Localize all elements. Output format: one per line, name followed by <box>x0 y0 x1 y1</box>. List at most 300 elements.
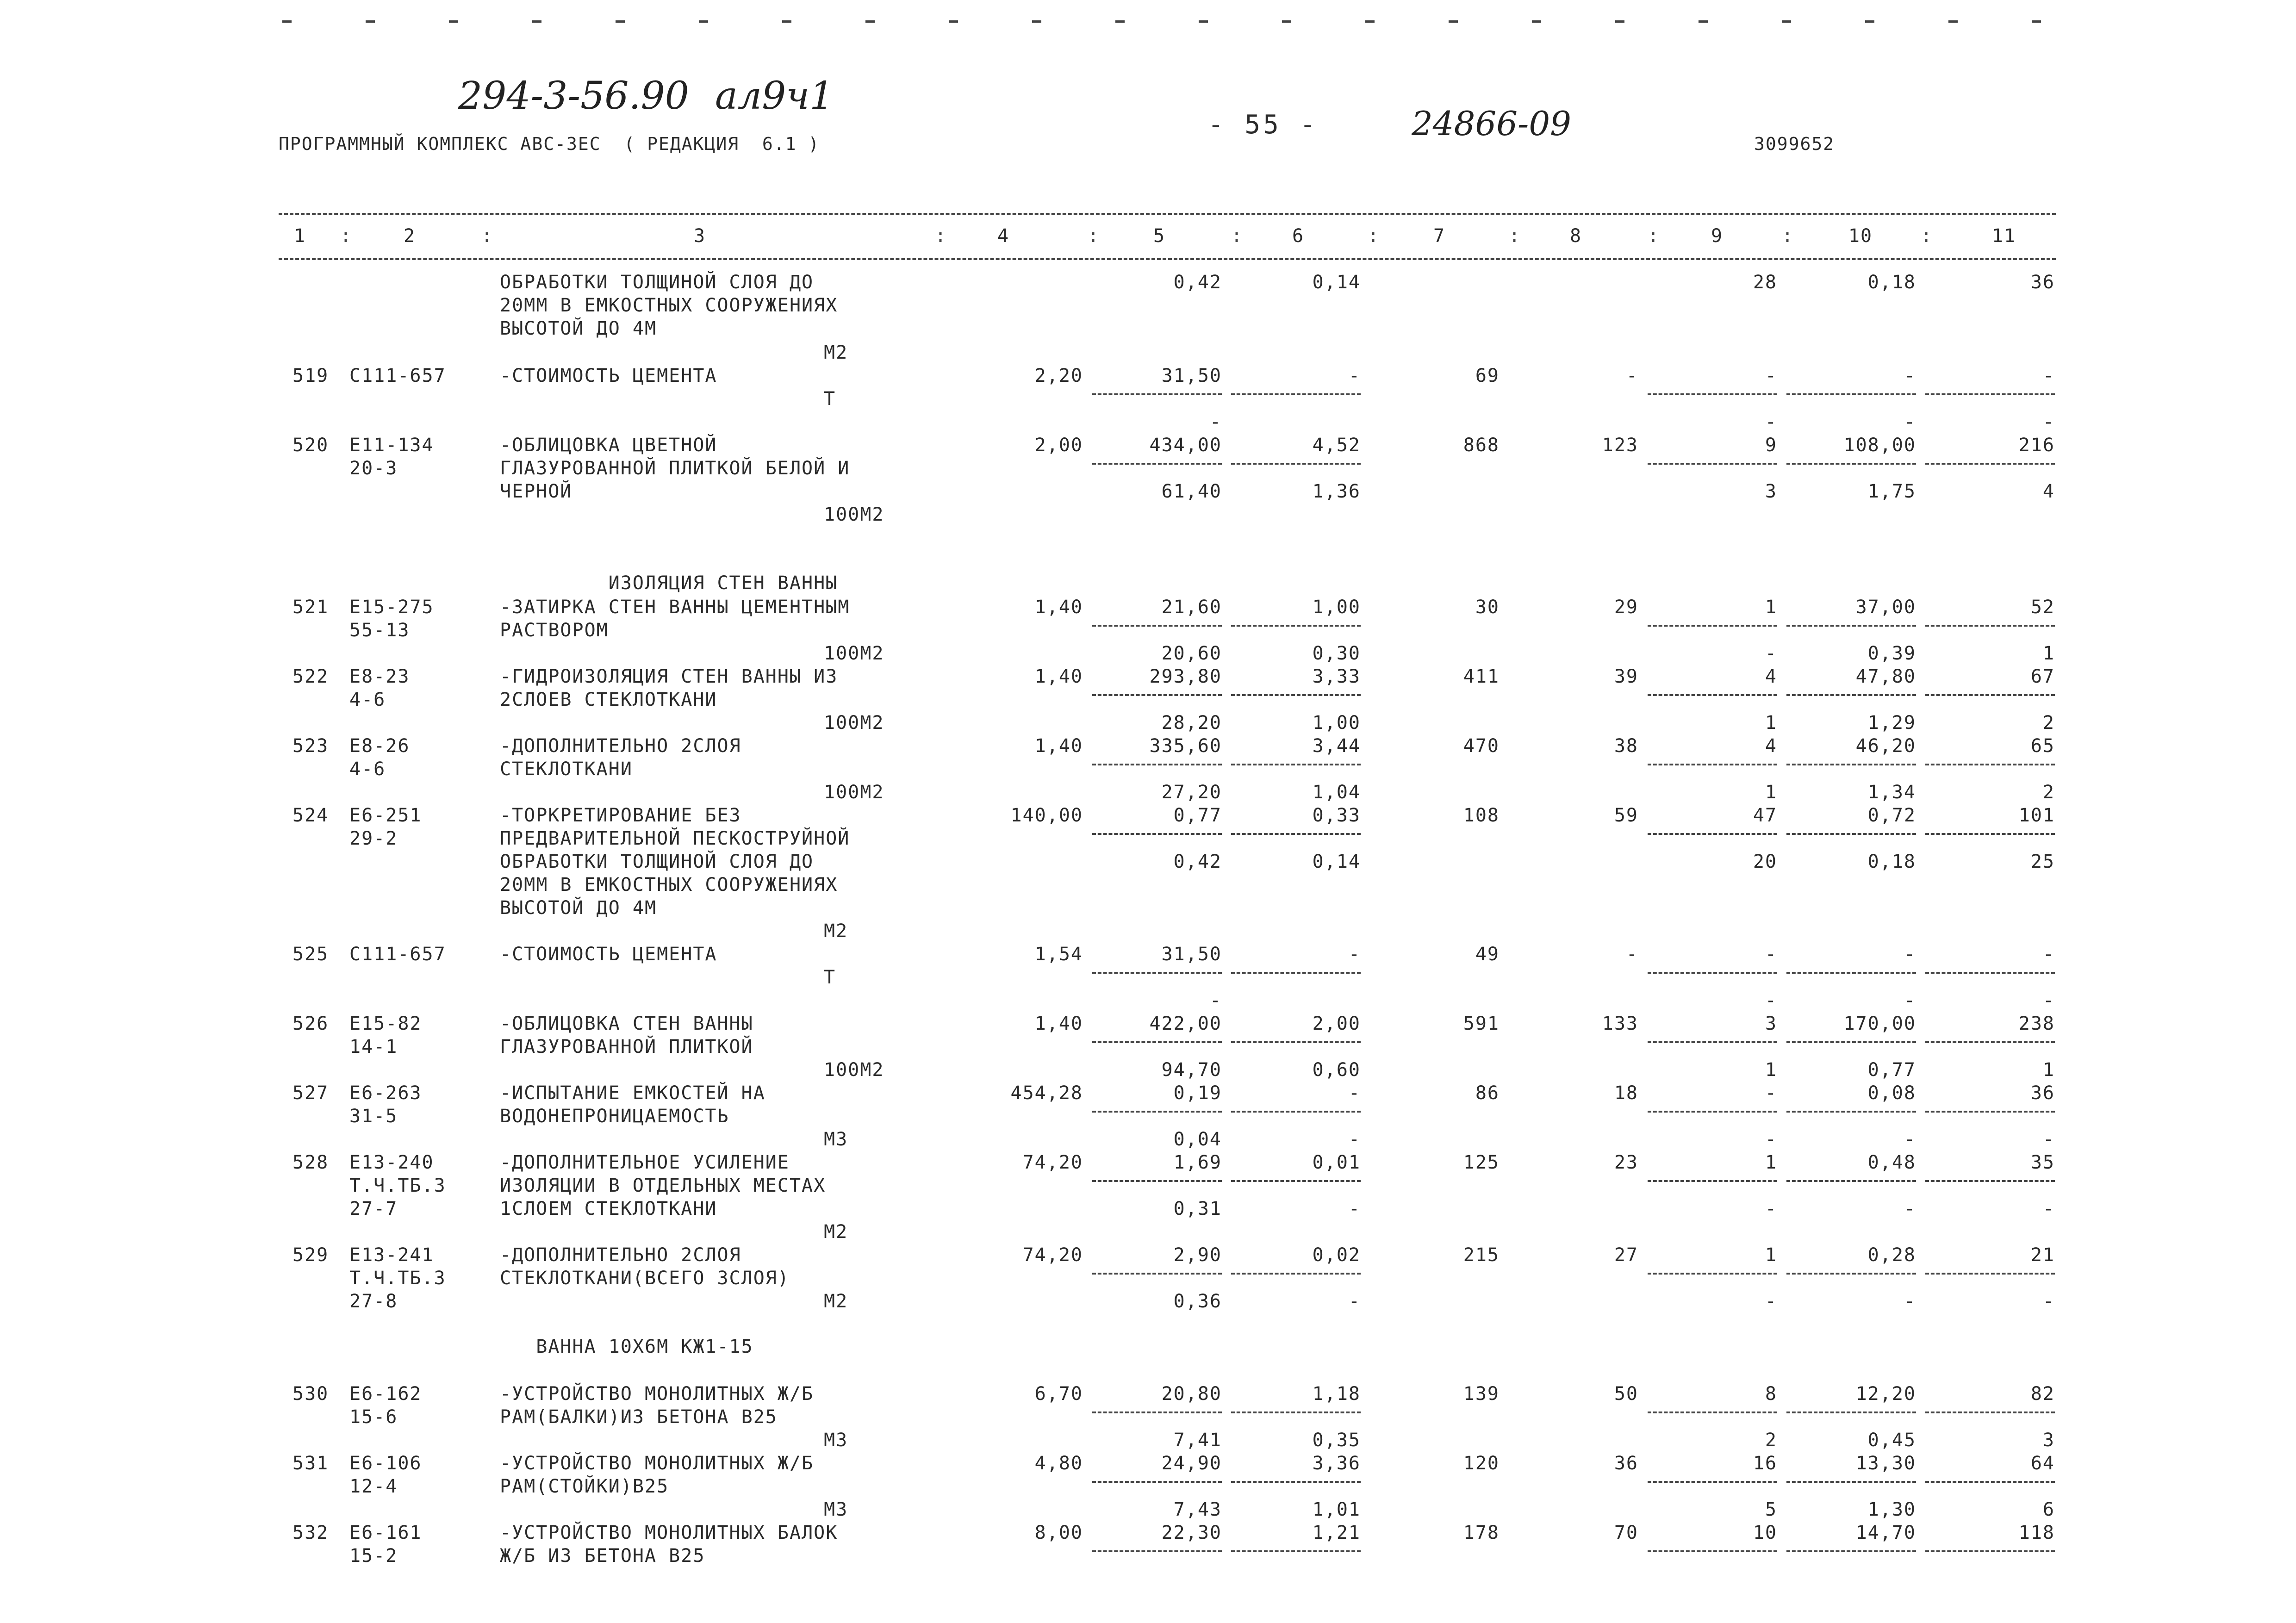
subtotal-divider <box>1092 833 1222 835</box>
cell-col-6: 0,33 <box>1312 805 1361 826</box>
subtotal-divider <box>1925 1550 2055 1552</box>
cell-col-8: 36 <box>1614 1453 1638 1474</box>
subtotal-divider <box>1092 694 1222 696</box>
column-header-4: 4 <box>997 225 1010 247</box>
cell-col-6: 1,00 <box>1312 712 1361 734</box>
cell-col-5: 335,60 <box>1149 735 1222 757</box>
cell-col-7: 411 <box>1463 666 1500 687</box>
work-description: ПРЕДВАРИТЕЛЬНОЙ ПЕСКОСТРУЙНОЙ <box>500 828 850 849</box>
cell-col-10: 0,72 <box>1867 805 1916 826</box>
cell-col-6: 1,04 <box>1312 782 1361 803</box>
cell-col-11: - <box>2042 990 2055 1011</box>
cell-col-8: 70 <box>1614 1522 1638 1543</box>
work-description: ВЫСОТОЙ ДО 4М <box>500 897 657 919</box>
cell-col-9: 16 <box>1753 1453 1777 1474</box>
cell-col-7: 49 <box>1475 944 1500 965</box>
cell-col-4: 8,00 <box>1034 1522 1083 1543</box>
rate-code: 12-4 <box>349 1476 398 1497</box>
cell-col-5: 434,00 <box>1149 435 1222 456</box>
subtotal-divider <box>1786 1481 1916 1483</box>
cell-col-11: 2 <box>2042 782 2055 803</box>
subtotal-divider <box>1925 393 2055 395</box>
unit-of-measure: 100М2 <box>824 712 884 734</box>
subtotal-divider <box>1092 1412 1222 1413</box>
rate-code: 15-6 <box>349 1406 398 1428</box>
cell-col-11: 36 <box>2030 272 2055 293</box>
subtotal-divider <box>1231 764 1361 765</box>
cell-col-11: 216 <box>2018 435 2055 456</box>
unit-of-measure: М2 <box>824 342 848 363</box>
cell-col-11: 101 <box>2018 805 2055 826</box>
work-description: РАМ(БАЛКИ)ИЗ БЕТОНА В25 <box>500 1406 778 1428</box>
cell-col-6: 4,52 <box>1312 435 1361 456</box>
work-description: РАСТВОРОМ <box>500 620 609 641</box>
cell-col-4: 1,54 <box>1034 944 1083 965</box>
column-separator: : <box>1648 225 1659 247</box>
work-description: -ДОПОЛНИТЕЛЬНОЕ УСИЛЕНИЕ <box>500 1152 790 1173</box>
top-dash-mark <box>1782 20 1791 23</box>
work-description: Ж/Б ИЗ БЕТОНА В25 <box>500 1545 705 1567</box>
column-header-7: 7 <box>1433 225 1446 247</box>
work-description: ГЛАЗУРОВАННОЙ ПЛИТКОЙ БЕЛОЙ И <box>500 458 850 479</box>
work-description: ВАННА 10Х6М КЖ1-15 <box>500 1336 753 1357</box>
cell-col-7: 69 <box>1475 365 1500 386</box>
top-dash-mark <box>699 20 708 23</box>
column-separator: : <box>1509 225 1520 247</box>
cell-col-5: 21,60 <box>1161 597 1222 618</box>
unit-of-measure: 100М2 <box>824 1059 884 1081</box>
work-description: -ДОПОЛНИТЕЛЬНО 2СЛОЯ <box>500 735 741 757</box>
subtotal-divider <box>1786 463 1916 465</box>
unit-of-measure: Т <box>824 967 836 988</box>
unit-of-measure: 100М2 <box>824 643 884 664</box>
cell-col-4: 1,40 <box>1034 597 1083 618</box>
top-dash-mark <box>1615 20 1624 23</box>
cell-col-6: 2,00 <box>1312 1013 1361 1034</box>
column-header-11: 11 <box>1991 225 2016 247</box>
top-dash-mark <box>1948 20 1958 23</box>
cell-col-10: 14,70 <box>1855 1522 1916 1543</box>
unit-of-measure: М2 <box>824 1221 848 1243</box>
cell-col-6: - <box>1348 1082 1361 1104</box>
row-number: 532 <box>292 1522 329 1543</box>
work-description: ВЫСОТОЙ ДО 4М <box>500 318 657 339</box>
cell-col-6: 0,35 <box>1312 1430 1361 1451</box>
cell-col-11: 52 <box>2030 597 2055 618</box>
subtotal-divider <box>1092 1041 1222 1043</box>
cell-col-11: - <box>2042 1198 2055 1219</box>
rate-code: С111-657 <box>349 944 446 965</box>
cell-col-10: 12,20 <box>1855 1383 1916 1405</box>
column-header-10: 10 <box>1848 225 1873 247</box>
column-header-9: 9 <box>1711 225 1724 247</box>
column-separator: : <box>481 225 493 247</box>
subtotal-divider <box>1231 625 1361 627</box>
subtotal-divider <box>1231 972 1361 974</box>
cell-col-9: 3 <box>1765 481 1777 502</box>
column-separator: : <box>340 225 352 247</box>
cell-col-8: 123 <box>1602 435 1638 456</box>
rate-code: 31-5 <box>349 1106 398 1127</box>
subtotal-divider <box>1092 972 1222 974</box>
cell-col-5: 20,60 <box>1161 643 1222 664</box>
cell-col-9: 5 <box>1765 1499 1777 1520</box>
subtotal-divider <box>1648 972 1777 974</box>
program-header: ПРОГРАММНЫЙ КОМПЛЕКС АВС-3ЕС ( РЕДАКЦИЯ 6.1 ) <box>279 134 820 154</box>
cell-col-11: 3 <box>2042 1430 2055 1451</box>
cell-col-5: 61,40 <box>1161 481 1222 502</box>
rate-code: Е6-263 <box>349 1082 422 1104</box>
cell-col-9: 2 <box>1765 1430 1777 1451</box>
cell-col-10: 0,77 <box>1867 1059 1916 1081</box>
cell-col-9: 9 <box>1765 435 1777 456</box>
cell-col-8: - <box>1626 944 1638 965</box>
cell-col-4: 2,20 <box>1034 365 1083 386</box>
work-description: -УСТРОЙСТВО МОНОЛИТНЫХ Ж/Б <box>500 1383 814 1405</box>
cell-col-5: 422,00 <box>1149 1013 1222 1034</box>
column-separator: : <box>935 225 946 247</box>
cell-col-11: 67 <box>2030 666 2055 687</box>
cell-col-6: 1,36 <box>1312 481 1361 502</box>
subtotal-divider <box>1092 764 1222 765</box>
cell-col-9: 4 <box>1765 735 1777 757</box>
cell-col-11: 4 <box>2042 481 2055 502</box>
work-description: -ТОРКРЕТИРОВАНИЕ БЕЗ <box>500 805 741 826</box>
cell-col-10: 0,08 <box>1867 1082 1916 1104</box>
subtotal-divider <box>1231 1111 1361 1113</box>
column-header-2: 2 <box>403 225 416 247</box>
work-description: ГЛАЗУРОВАННОЙ ПЛИТКОЙ <box>500 1036 753 1057</box>
top-dash-mark <box>532 20 541 23</box>
cell-col-10: 0,28 <box>1867 1244 1916 1266</box>
work-description: ИЗОЛЯЦИИ В ОТДЕЛЬНЫХ МЕСТАХ <box>500 1175 826 1196</box>
work-description: -ОБЛИЦОВКА ЦВЕТНОЙ <box>500 435 717 456</box>
row-number: 523 <box>292 735 329 757</box>
cell-col-5: 20,80 <box>1161 1383 1222 1405</box>
work-description: -ИСПЫТАНИЕ ЕМКОСТЕЙ НА <box>500 1082 765 1104</box>
cell-col-8: - <box>1626 365 1638 386</box>
subtotal-divider <box>1648 1273 1777 1275</box>
work-description: -ДОПОЛНИТЕЛЬНО 2СЛОЯ <box>500 1244 741 1266</box>
subtotal-divider <box>1786 764 1916 765</box>
cell-col-9: 28 <box>1753 272 1777 293</box>
cell-col-7: 470 <box>1463 735 1500 757</box>
work-description: 20ММ В ЕМКОСТНЫХ СООРУЖЕНИЯХ <box>500 874 838 895</box>
subtotal-divider <box>1925 694 2055 696</box>
subtotal-divider <box>1925 463 2055 465</box>
subtotal-divider <box>1231 694 1361 696</box>
cell-col-4: 6,70 <box>1034 1383 1083 1405</box>
subtotal-divider <box>1648 625 1777 627</box>
cell-col-4: 74,20 <box>1022 1152 1083 1173</box>
cell-col-10: 1,75 <box>1867 481 1916 502</box>
subtotal-divider <box>1648 1412 1777 1413</box>
cell-col-10: 170,00 <box>1843 1013 1916 1034</box>
handwritten-inventory: 24866-09 <box>1412 104 1571 143</box>
cell-col-8: 59 <box>1614 805 1638 826</box>
work-description: -УСТРОЙСТВО МОНОЛИТНЫХ БАЛОК <box>500 1522 838 1543</box>
cell-col-11: - <box>2042 1129 2055 1150</box>
top-dash-mark <box>1115 20 1125 23</box>
cell-col-8: 23 <box>1614 1152 1638 1173</box>
cell-col-10: 37,00 <box>1855 597 1916 618</box>
subtotal-divider <box>1092 1180 1222 1182</box>
cell-col-5: 31,50 <box>1161 365 1222 386</box>
top-dash-mark <box>616 20 625 23</box>
cell-col-9: - <box>1765 990 1777 1011</box>
subtotal-divider <box>1648 694 1777 696</box>
top-dash-mark <box>949 20 958 23</box>
cell-col-10: 13,30 <box>1855 1453 1916 1474</box>
top-dash-mark <box>1365 20 1375 23</box>
subtotal-divider <box>1092 625 1222 627</box>
rate-code: 27-8 <box>349 1291 398 1312</box>
cell-col-6: - <box>1348 365 1361 386</box>
cell-col-7: 139 <box>1463 1383 1500 1405</box>
cell-col-7: 120 <box>1463 1453 1500 1474</box>
subtotal-divider <box>1786 972 1916 974</box>
work-description: -СТОИМОСТЬ ЦЕМЕНТА <box>500 944 717 965</box>
unit-of-measure: Т <box>824 388 836 410</box>
cell-col-8: 133 <box>1602 1013 1638 1034</box>
work-description: ОБРАБОТКИ ТОЛЩИНОЙ СЛОЯ ДО <box>500 851 814 872</box>
subtotal-divider <box>1648 463 1777 465</box>
cell-col-4: 74,20 <box>1022 1244 1083 1266</box>
cell-col-9: - <box>1765 1129 1777 1150</box>
cell-col-4: 4,80 <box>1034 1453 1083 1474</box>
rate-code: Е6-106 <box>349 1453 422 1474</box>
row-number: 524 <box>292 805 329 826</box>
cell-col-6: 1,00 <box>1312 597 1361 618</box>
unit-of-measure: М3 <box>824 1430 848 1451</box>
top-dash-mark <box>1032 20 1041 23</box>
cell-col-10: 47,80 <box>1855 666 1916 687</box>
column-header-3: 3 <box>693 225 706 247</box>
rate-code: Е13-240 <box>349 1152 434 1173</box>
cell-col-11: - <box>2042 411 2055 433</box>
subtotal-divider <box>1786 833 1916 835</box>
cell-col-4: 1,40 <box>1034 1013 1083 1034</box>
cell-col-9: 1 <box>1765 1059 1777 1081</box>
unit-of-measure: М3 <box>824 1129 848 1150</box>
subtotal-divider <box>1648 764 1777 765</box>
subtotal-divider <box>1925 833 2055 835</box>
cell-col-8: 39 <box>1614 666 1638 687</box>
cell-col-9: - <box>1765 1198 1777 1219</box>
cell-col-11: 25 <box>2030 851 2055 872</box>
subtotal-divider <box>1786 1180 1916 1182</box>
cell-col-5: 7,41 <box>1173 1430 1222 1451</box>
cell-col-6: 0,01 <box>1312 1152 1361 1173</box>
row-number: 520 <box>292 435 329 456</box>
subtotal-divider <box>1092 463 1222 465</box>
cell-col-5: 0,42 <box>1173 851 1222 872</box>
cell-col-5: 27,20 <box>1161 782 1222 803</box>
rate-code: Е8-26 <box>349 735 410 757</box>
subtotal-divider <box>1648 1111 1777 1113</box>
document-code: 3099652 <box>1754 134 1835 154</box>
cell-col-7: 215 <box>1463 1244 1500 1266</box>
cell-col-8: 18 <box>1614 1082 1638 1104</box>
work-description: ВОДОНЕПРОНИЦАЕМОСТЬ <box>500 1106 729 1127</box>
column-separator: : <box>1368 225 1379 247</box>
cell-col-5: 293,80 <box>1149 666 1222 687</box>
cell-col-8: 27 <box>1614 1244 1638 1266</box>
cell-col-9: - <box>1765 1291 1777 1312</box>
work-description: -УСТРОЙСТВО МОНОЛИТНЫХ Ж/Б <box>500 1453 814 1474</box>
cell-col-7: 86 <box>1475 1082 1500 1104</box>
row-number: 522 <box>292 666 329 687</box>
cell-col-11: - <box>2042 944 2055 965</box>
cell-col-6: - <box>1348 1198 1361 1219</box>
work-description: ИЗОЛЯЦИЯ СТЕН ВАННЫ <box>500 572 838 594</box>
top-dash-mark <box>366 20 375 23</box>
subtotal-divider <box>1925 1273 2055 1275</box>
subtotal-divider <box>1925 1041 2055 1043</box>
cell-col-11: 82 <box>2030 1383 2055 1405</box>
cell-col-9: 1 <box>1765 1244 1777 1266</box>
subtotal-divider <box>1786 1041 1916 1043</box>
top-dash-mark <box>1865 20 1874 23</box>
work-description: 2СЛОЕВ СТЕКЛОТКАНИ <box>500 689 717 710</box>
top-dash-mark <box>2032 20 2041 23</box>
rate-code: Е6-161 <box>349 1522 422 1543</box>
cell-col-9: 47 <box>1753 805 1777 826</box>
cell-col-6: 3,33 <box>1312 666 1361 687</box>
top-dash-mark <box>282 20 292 23</box>
cell-col-4: 2,00 <box>1034 435 1083 456</box>
cell-col-5: 0,77 <box>1173 805 1222 826</box>
work-description: ЧЕРНОЙ <box>500 481 572 502</box>
cell-col-5: - <box>1209 990 1222 1011</box>
work-description: ОБРАБОТКИ ТОЛЩИНОЙ СЛОЯ ДО <box>500 272 814 293</box>
cell-col-5: 0,42 <box>1173 272 1222 293</box>
rate-code: С111-657 <box>349 365 446 386</box>
rate-code: 20-3 <box>349 458 398 479</box>
work-description: СТЕКЛОТКАНИ(ВСЕГО 3СЛОЯ) <box>500 1268 790 1289</box>
cell-col-10: - <box>1904 944 1916 965</box>
cell-col-11: 64 <box>2030 1453 2055 1474</box>
cell-col-7: 591 <box>1463 1013 1500 1034</box>
cell-col-5: 0,19 <box>1173 1082 1222 1104</box>
subtotal-divider <box>1925 1481 2055 1483</box>
cell-col-6: 0,30 <box>1312 643 1361 664</box>
cell-col-10: - <box>1904 990 1916 1011</box>
unit-of-measure: 100М2 <box>824 504 884 525</box>
unit-of-measure: 100М2 <box>824 782 884 803</box>
top-dash-mark <box>449 20 458 23</box>
column-separator: : <box>1231 225 1243 247</box>
column-header-5: 5 <box>1153 225 1166 247</box>
subtotal-divider <box>1925 625 2055 627</box>
cell-col-7: 125 <box>1463 1152 1500 1173</box>
work-description: -ЗАТИРКА СТЕН ВАННЫ ЦЕМЕНТНЫМ <box>500 597 850 618</box>
column-separator: : <box>1088 225 1099 247</box>
cell-col-9: - <box>1765 1082 1777 1104</box>
subtotal-divider <box>1092 1273 1222 1275</box>
cell-col-10: 108,00 <box>1843 435 1916 456</box>
cell-col-5: - <box>1209 411 1222 433</box>
cell-col-10: 0,48 <box>1867 1152 1916 1173</box>
cell-col-10: 1,34 <box>1867 782 1916 803</box>
subtotal-divider <box>1786 1273 1916 1275</box>
row-number: 519 <box>292 365 329 386</box>
cell-col-5: 22,30 <box>1161 1522 1222 1543</box>
top-dash-mark <box>1282 20 1291 23</box>
column-separator: : <box>1921 225 1932 247</box>
cell-col-4: 1,40 <box>1034 735 1083 757</box>
cell-col-6: 3,44 <box>1312 735 1361 757</box>
subtotal-divider <box>1648 833 1777 835</box>
rate-code: Е15-82 <box>349 1013 422 1034</box>
rate-code: 4-6 <box>349 759 386 780</box>
rate-code: Е15-275 <box>349 597 434 618</box>
rate-code: Т.Ч.ТБ.3 <box>349 1268 446 1289</box>
cell-col-10: 0,18 <box>1867 272 1916 293</box>
cell-col-11: - <box>2042 1291 2055 1312</box>
rate-code: 27-7 <box>349 1198 398 1219</box>
rate-code: Е6-251 <box>349 805 422 826</box>
cell-col-6: 1,18 <box>1312 1383 1361 1405</box>
subtotal-divider <box>1092 1111 1222 1113</box>
rate-code: 14-1 <box>349 1036 398 1057</box>
rate-code: 55-13 <box>349 620 410 641</box>
header-rule-top <box>279 213 2056 215</box>
cell-col-6: - <box>1348 1129 1361 1150</box>
cell-col-11: 21 <box>2030 1244 2055 1266</box>
subtotal-divider <box>1786 694 1916 696</box>
subtotal-divider <box>1231 463 1361 465</box>
cell-col-6: 1,01 <box>1312 1499 1361 1520</box>
row-number: 527 <box>292 1082 329 1104</box>
rate-code: Е13-241 <box>349 1244 434 1266</box>
subtotal-divider <box>1231 833 1361 835</box>
unit-of-measure: М2 <box>824 920 848 942</box>
cell-col-6: 0,02 <box>1312 1244 1361 1266</box>
subtotal-divider <box>1786 1550 1916 1552</box>
row-number: 528 <box>292 1152 329 1173</box>
subtotal-divider <box>1925 1111 2055 1113</box>
work-description: -СТОИМОСТЬ ЦЕМЕНТА <box>500 365 717 386</box>
cell-col-5: 24,90 <box>1161 1453 1222 1474</box>
cell-col-9: 1 <box>1765 597 1777 618</box>
row-number: 530 <box>292 1383 329 1405</box>
work-description: СТЕКЛОТКАНИ <box>500 759 633 780</box>
subtotal-divider <box>1648 1180 1777 1182</box>
cell-col-5: 94,70 <box>1161 1059 1222 1081</box>
cell-col-5: 2,90 <box>1173 1244 1222 1266</box>
rate-code: Е11-134 <box>349 435 434 456</box>
top-dash-mark <box>1532 20 1541 23</box>
cell-col-10: - <box>1904 1129 1916 1150</box>
row-number: 531 <box>292 1453 329 1474</box>
header-rule-bottom <box>279 258 2056 260</box>
cell-col-5: 0,31 <box>1173 1198 1222 1219</box>
subtotal-divider <box>1925 972 2055 974</box>
work-description: -ГИДРОИЗОЛЯЦИЯ СТЕН ВАННЫ ИЗ <box>500 666 838 687</box>
cell-col-11: 238 <box>2018 1013 2055 1034</box>
cell-col-4: 454,28 <box>1010 1082 1083 1104</box>
subtotal-divider <box>1231 1481 1361 1483</box>
cell-col-11: 1 <box>2042 643 2055 664</box>
top-dash-mark <box>1199 20 1208 23</box>
column-header-8: 8 <box>1569 225 1582 247</box>
unit-of-measure: М3 <box>824 1499 848 1520</box>
cell-col-11: 6 <box>2042 1499 2055 1520</box>
cell-col-9: - <box>1765 365 1777 386</box>
cell-col-8: 29 <box>1614 597 1638 618</box>
rate-code: Е6-162 <box>349 1383 422 1405</box>
